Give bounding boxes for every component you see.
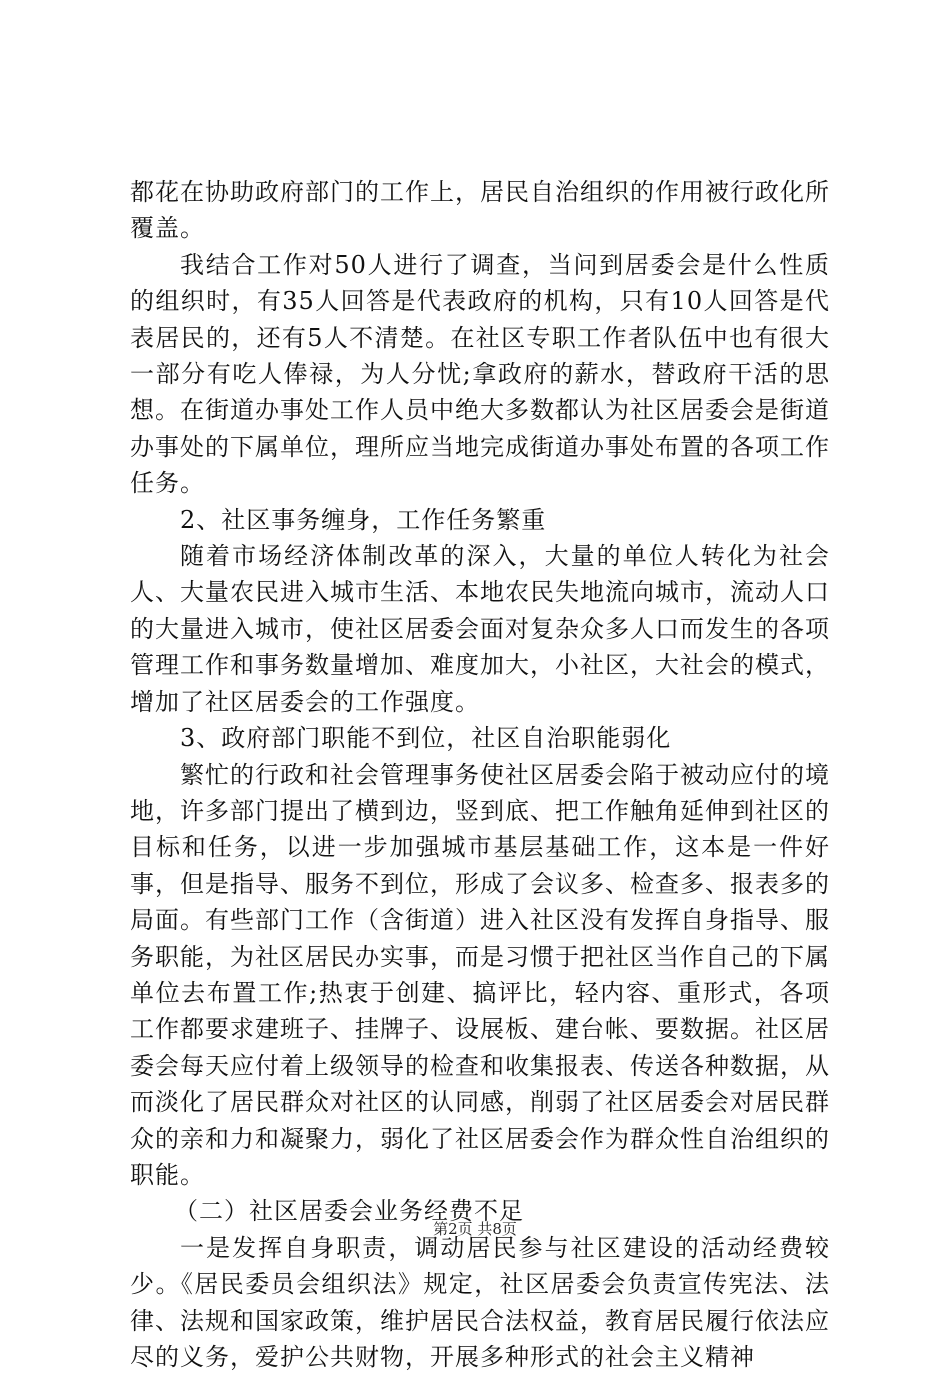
page-number-footer: 第2页 共8页	[433, 1220, 517, 1238]
section-heading-funding: （二）社区居委会业务经费不足	[174, 1197, 524, 1226]
paragraph-market-economy: 随着市场经济体制改革的深入，大量的单位人转化为社会人、大量农民进入城市生活、本地农民失地流向城市，流动人口的大量进入城市，使社区居委会面对复杂众多人口而发生的各项管理工作和事务数量增加、难度加大，小社区，大社会的模式，增加了社区居委会的工作强度。	[130, 542, 830, 716]
section-heading-2: 2、社区事务缠身，工作任务繁重	[180, 505, 547, 534]
paragraph-administrative: 繁忙的行政和社会管理事务使社区居委会陷于被动应付的境地，许多部门提出了横到边，竖到底、把工作触角延伸到社区的目标和任务，以进一步加强城市基层基础工作，这本是一件好事，但是指导、服务不到位，形成了会议多、检查多、报表多的局面。有些部门工作（含街道）进入社区没有发挥自身指导、服务职能，为社区居民办实事，而是习惯于把社区当作自己的下属单位去布置工作;热衷于创建、搞评比，轻内容、重形式，各项工作都要求建班子、挂牌子、设展板、建台帐、要数据。社区居委会每天应付着上级领导的检查和收集报表、传送各种数据，从而淡化了居民群众对社区的认同感，削弱了社区居委会对居民群众的亲和力和凝聚力，弱化了社区居委会作为群众性自治组织的职能。	[130, 760, 830, 1189]
paragraph-survey: 我结合工作对50人进行了调查，当问到居委会是什么性质的组织时，有35人回答是代表政府的机构，只有10人回答是代表居民的，还有5人不清楚。在社区专职工作者队伍中也有很大一部分有吃人俸禄，为人分忧;拿政府的薪水，替政府干活的思想。在街道办事处工作人员中绝大多数都认为社区居委会是街道办事处的下属单位，理所应当地完成街道办事处布置的各项工作任务。	[130, 250, 830, 498]
document-body	[130, 174, 830, 1375]
paragraph-funding: 一是发挥自身职责，调动居民参与社区建设的活动经费较少。《居民委员会组织法》规定，社区居委会负责宣传宪法、法律、法规和国家政策，维护居民合法权益，教育居民履行依法应尽的义务，爱护公共财物，开展多种形式的社会主义精神	[130, 1233, 830, 1371]
section-heading-3: 3、政府部门职能不到位，社区自治职能弱化	[180, 724, 672, 753]
paragraph-continuation: 都花在协助政府部门的工作上，居民自治组织的作用被行政化所覆盖。	[130, 178, 830, 243]
